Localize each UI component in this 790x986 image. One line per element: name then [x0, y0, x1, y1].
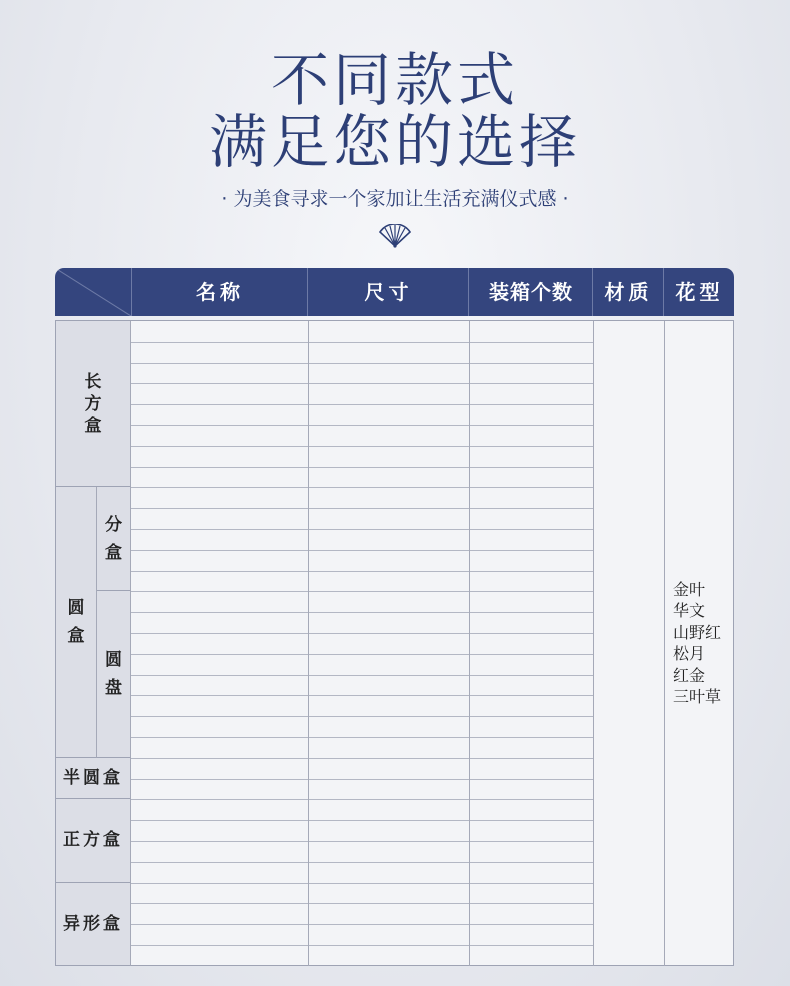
column-divider [469, 321, 470, 966]
header-name: 名称 [131, 268, 308, 316]
group-label: 正方盒 [56, 799, 131, 882]
row-divider [131, 571, 593, 572]
material-cell [593, 321, 664, 966]
row-divider [131, 675, 593, 676]
row-divider [131, 363, 593, 364]
row-divider [131, 612, 593, 613]
header-qty: 装箱个数 [468, 268, 593, 316]
group-label: 异形盒 [56, 883, 131, 966]
row-divider [131, 529, 593, 530]
row-divider [131, 425, 593, 426]
subtitle: · 为美食寻求一个家加让生活充满仪式感 · [221, 188, 569, 210]
title-line-1: 不同款式 [270, 46, 519, 114]
row-divider [131, 654, 593, 655]
product-table [55, 320, 734, 966]
table-header [55, 268, 734, 316]
row-divider [131, 633, 593, 634]
subgroup-label: 圆 盘 [97, 591, 131, 757]
row-divider [131, 883, 593, 884]
header-size: 尺寸 [307, 268, 469, 316]
row-divider [131, 945, 593, 946]
group-label: 半圆盒 [56, 758, 131, 800]
row-divider [131, 779, 593, 780]
pattern-item: 金叶 [673, 579, 706, 599]
row-divider [131, 487, 593, 488]
row-divider [131, 383, 593, 384]
row-divider [131, 716, 593, 717]
row-divider [131, 467, 593, 468]
row-divider [131, 695, 593, 696]
row-divider [131, 342, 593, 343]
pattern-item: 松月 [673, 644, 706, 664]
row-divider [131, 446, 593, 447]
pattern-item: 山野红 [673, 622, 722, 642]
header-material: 材质 [592, 268, 664, 316]
group-label: 圆 盒 [56, 487, 97, 757]
row-divider [131, 799, 593, 800]
row-divider [131, 737, 593, 738]
column-divider [308, 321, 309, 966]
pattern-item: 红金 [673, 665, 706, 685]
row-divider [131, 862, 593, 863]
title-line-2: 满足您的选择 [208, 108, 581, 176]
fan-icon [378, 224, 412, 248]
group-label: 长 方 盒 [56, 321, 131, 487]
pattern-list [664, 321, 735, 966]
row-divider [131, 903, 593, 904]
row-divider [131, 924, 593, 925]
row-divider [131, 820, 593, 821]
pattern-item: 三叶草 [673, 687, 722, 707]
header-corner-diagonal [55, 268, 131, 316]
row-divider [131, 550, 593, 551]
pattern-item: 华文 [673, 601, 706, 621]
row-divider [131, 591, 593, 592]
row-divider [131, 841, 593, 842]
row-divider [131, 758, 593, 759]
row-divider [131, 404, 593, 405]
header-pattern: 花型 [663, 268, 734, 316]
row-divider [131, 508, 593, 509]
subgroup-label: 分 盒 [97, 487, 131, 591]
